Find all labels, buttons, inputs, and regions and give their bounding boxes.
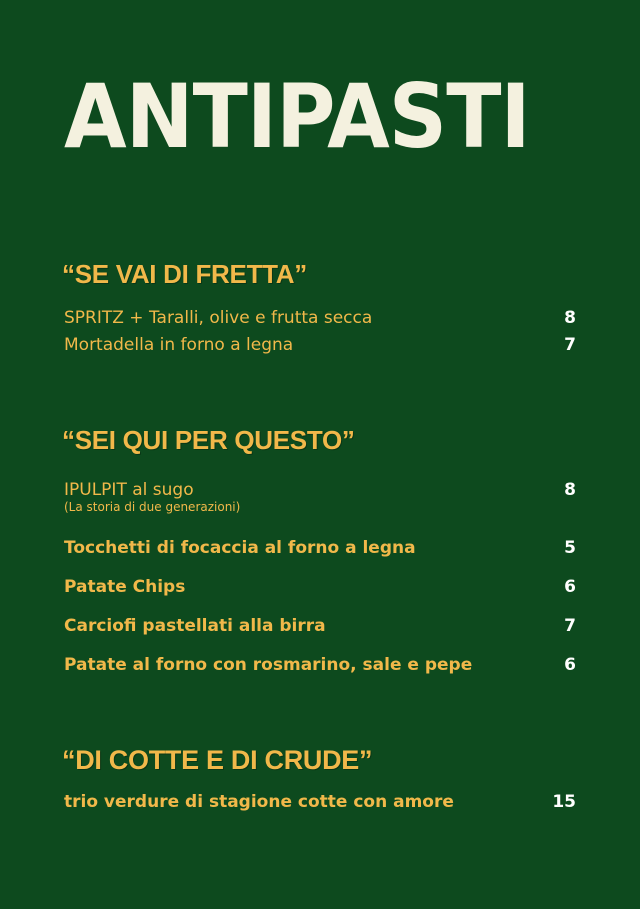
menu-item-name: Tocchetti di focaccia al forno a legna [64,538,416,558]
menu-item-price: 5 [564,538,576,558]
menu-item-name: Patate al forno con rosmarino, sale e pepe [64,655,473,675]
menu-item-name-rest: al sugo [126,480,194,500]
menu-item-price: 7 [564,335,576,355]
menu-item [64,306,576,332]
menu-item-price: 6 [564,655,576,675]
section-heading-di-cotte-e-di-crude: “DI COTTE E DI CRUDE” [62,745,373,775]
menu-item-price: 6 [564,577,576,597]
menu-item [64,790,576,816]
menu-item [64,575,576,601]
section-heading-se-vai-di-fretta: “SE VAI DI FRETTA” [62,259,307,289]
menu-item [64,653,576,679]
menu-item-name: SPRITZ + Taralli, olive e frutta secca [64,308,373,328]
menu-item-price: 8 [564,480,576,500]
section-heading-sei-qui-per-questo: “SEI QUI PER QUESTO” [62,425,355,455]
menu-item-note: (La storia di due generazioni) [64,500,241,514]
menu-item-price: 15 [552,792,576,812]
menu-item-name-bold: IPULPIT [64,480,127,500]
menu-item-price: 7 [564,616,576,636]
menu-item-name: Carciofi pastellati alla birra [64,616,326,636]
menu-item-price: 8 [564,308,576,328]
menu-item [64,478,576,520]
menu-item [64,333,576,359]
menu-item-name: Patate Chips [64,577,186,597]
menu-item [64,614,576,640]
menu-item [64,536,576,562]
page-title: ANTIPASTI [64,65,530,168]
menu-item-name: Mortadella in forno a legna [64,335,294,355]
menu-item-name: trio verdure di stagione cotte con amore [64,792,454,812]
